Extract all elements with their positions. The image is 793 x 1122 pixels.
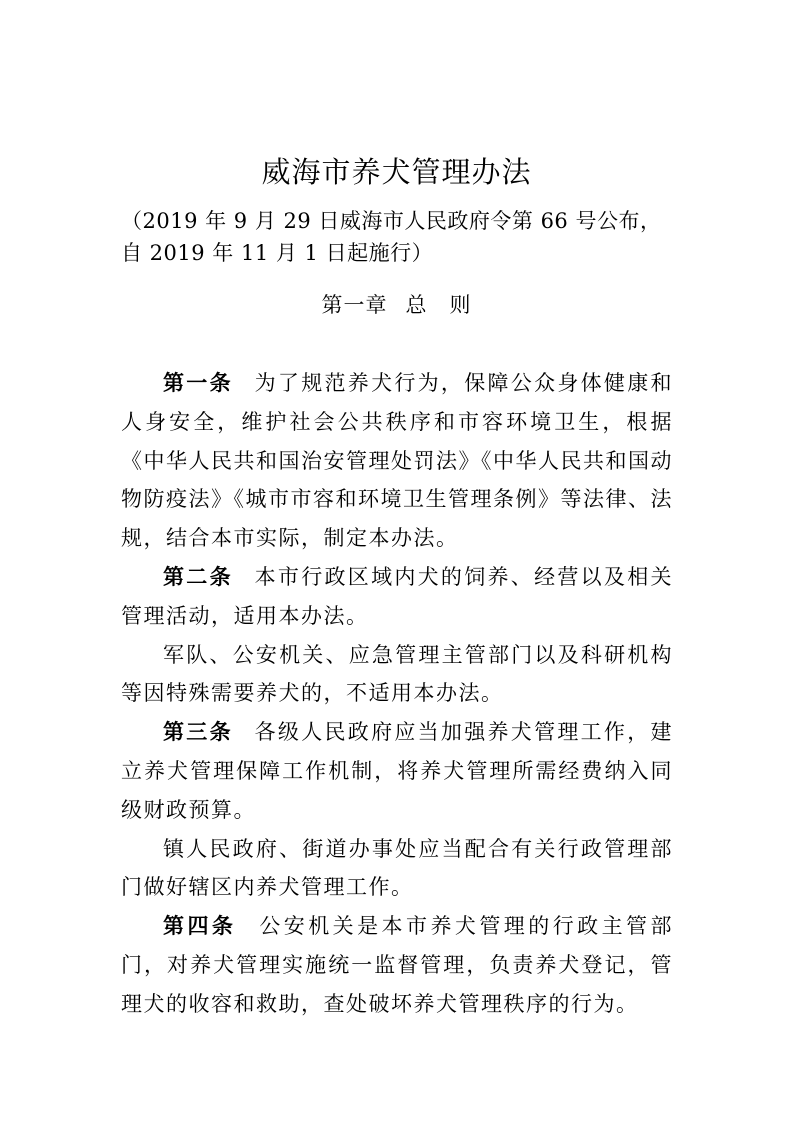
article-label: 第一条 [163,371,233,395]
paragraph [121,713,673,829]
document-subtitle: （2019 年 9 月 29 日威海市人民政府令第 66 号公布，自 2019 年 11 月 1 日起施行） [121,209,662,265]
chapter-heading [0,289,793,321]
document-title: 威海市养犬管理办法 [261,155,532,189]
chapter-name: 总 则 [405,293,472,317]
article-label: 第四条 [163,914,237,939]
paragraph-text: 为了规范养犬行为，保障公众身体健康和人身安全，维护社会公共秩序和市容环境卫生，根据《中华人民共和国治安管理处罚法》《中华人民共和国动物防疫法》《城市市容和环境卫生管理条例》等法律、法规，结合本市实际，制定本办法。 [121,371,674,551]
paragraph-text: 公安机关是本市养犬管理的行政主管部门，对养犬管理实施统一监督管理，负责养犬登记，管理犬的收容和救助，查处破坏养犬管理秩序的行为。 [121,914,674,1016]
document-body [121,364,673,1024]
paragraph [121,364,673,558]
paragraph-text: 镇人民政府、街道办事处应当配合有关行政管理部门做好辖区内养犬管理工作。 [121,836,673,900]
paragraph-text: 军队、公安机关、应急管理主管部门以及科研机构等因特殊需要养犬的，不适用本办法。 [121,642,673,706]
paragraph [121,558,673,636]
article-label: 第三条 [163,720,233,745]
paragraph [121,636,673,714]
article-label: 第二条 [163,564,233,589]
paragraph [121,830,673,908]
paragraph-text: 各级人民政府应当加强养犬管理工作，建立养犬管理保障工作机制，将养犬管理所需经费纳入同级财政预算。 [121,720,674,822]
paragraph-text: 本市行政区域内犬的饲养、经营以及相关管理活动，适用本办法。 [121,564,674,628]
paragraph [121,907,673,1023]
chapter-number: 第一章 [321,293,388,317]
